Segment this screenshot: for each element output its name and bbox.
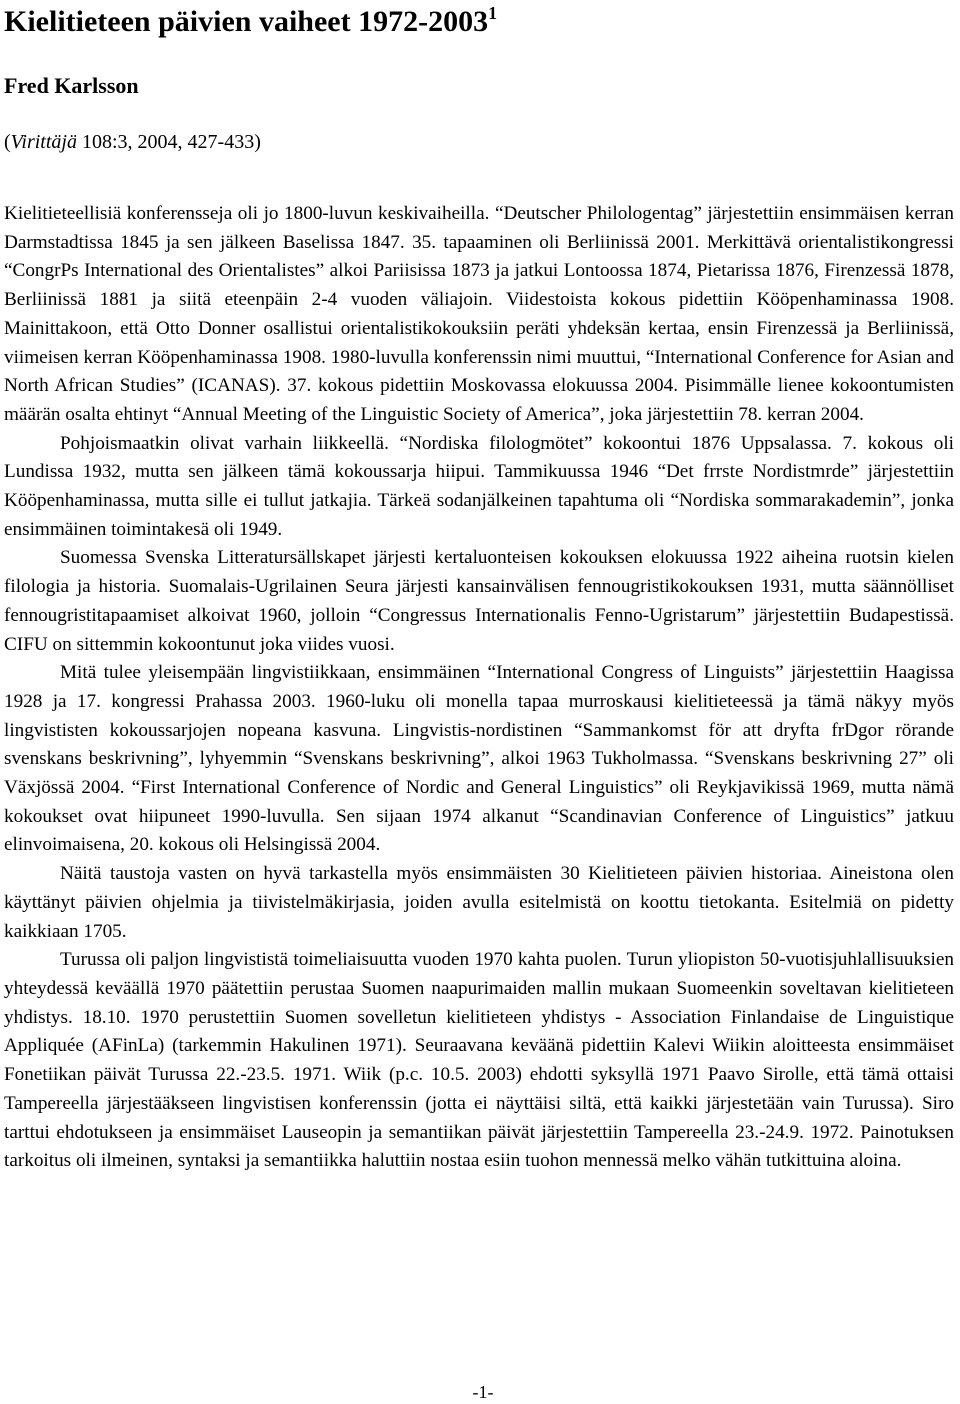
footnote-marker: 1 bbox=[488, 3, 498, 23]
author-name: Fred Karlsson bbox=[4, 73, 139, 98]
paragraph-3: Suomessa Svenska Litteratursällskapet järjesti kertaluonteisen kokouksen elokuussa 1922 aiheina ruotsin kielen filologia ja historia. Suomalais-Ugrilainen Seura järjesti kansainvälisen fennougristikokouksen 1931, mutta säännölliset fennougristitapaamiset alkoivat 1960, jolloin “Congressus Internationalis Fenno-Ugristarum” järjestettiin Budapestissä. CIFU on sittemmin kokoontunut joka viides vuosi. bbox=[4, 547, 954, 655]
page-number: -1- bbox=[472, 1382, 494, 1402]
paragraph-1: Kielitieteellisiä konferensseja oli jo 1800-luvun keskivaiheilla. “Deutscher Philologentag” järjestettiin ensimmäisen kerran Darmstadtissa 1845 ja sen jälkeen Baselissa 1847. 35. tapaaminen oli Berliinissä 2001. Merkittävä orientalistikongressi “CongrPs International des Orientalistes” alkoi Pariisissa 1873 ja jatkui Lontoossa 1874, Pietarissa 1876, Firenzessä 1878, Berliinissä 1881 ja siitä eteenpäin 2-4 vuoden väliajoin. Viidestoista kokous pidettiin Kööpenhaminassa 1908. Mainittakoon, että Otto Donner osallistui orientalistikokouksiin peräti yhdeksän kertaa, ensin Firenzessä ja Berliinissä, viimeisen kerran Kööpenhaminassa 1908. 1980-luvulla konferenssin nimi muuttui, “International Conference for Asian and North African Studies” (ICANAS). 37. kokous pidettiin Moskovassa elokuussa 2004. Pisimmälle lienee kokoontumisten määrän osalta ehtinyt “Annual Meeting of the Linguistic Society of America”, joka järjestettiin 78. kerran 2004. bbox=[4, 203, 954, 425]
paragraph-2: Pohjoismaatkin olivat varhain liikkeellä. “Nordiska filologmötet” kokoontui 1876 Uppsalassa. 7. kokous oli Lundissa 1932, mutta sen jälkeen tämä kokoussarja hiipui. Tammikuussa 1946 “Det frrste Nordistmrde” järjestettiin Kööpenhaminassa, mutta sille ei tullut jatkajia. Tärkeä sodanjälkeinen tapahtuma oli “Nordiska sommarakademin”, jonka ensimmäinen toimintakesä oli 1949. bbox=[4, 432, 954, 540]
paragraph-5: Näitä taustoja vasten on hyvä tarkastella myös ensimmäisten 30 Kielitieteen päivien historiaa. Aineistona olen käyttänyt päivien ohjelmia ja tiivistelmäkirjasia, joiden avulla esitelmistä on koottu tietokanta. Esitelmiä on pidetty kaikkiaan 1705. bbox=[4, 863, 954, 942]
citation-open: ( bbox=[4, 131, 11, 153]
article-body bbox=[4, 200, 954, 1176]
citation-journal: Virittäjä bbox=[10, 131, 77, 153]
document-title bbox=[4, 4, 497, 40]
paragraph-4: Mitä tulee yleisempään lingvistiikkaan, ensimmäinen “International Congress of Linguists” järjestettiin Haagissa 1928 ja 17. kongressi Prahassa 2003. 1960-luku oli monella tapaa murroskausi kielitieteessä ja tämä näkyy myös lingvististen kokoussarjojen nopeana kasvuna. Lingvistis-nordistinen “Sammankomst för att dryfta frDgor rörande svenskans beskrivning”, lyhyemmin “Svenskans beskrivning”, alkoi 1963 Tukholmassa. “Svenskans beskrivning 27” oli Växjössä 2004. “First International Conference of Nordic and General Linguistics” oli Reykjavikissä 1969, mutta nämä kokoukset ovat hiipuneet 1990-luvulla. Sen sijaan 1974 alkanut “Scandinavian Conference of Linguistics” jatkuu elinvoimaisena, 20. kokous oli Helsingissä 2004. bbox=[4, 662, 954, 856]
citation-details: 108:3, 2004, 427-433) bbox=[76, 131, 261, 153]
paragraph-6: Turussa oli paljon lingvististä toimeliaisuutta vuoden 1970 kahta puolen. Turun yliopiston 50-vuotisjuhlallisuuksien yhteydessä keväällä 1970 päätettiin perustaa Suomen naapurimaiden mallin mukaan Suomeenkin soveltavan kielitieteen yhdistys. 18.10. 1970 perustettiin Suomen sovelletun kielitieteen yhdistys - Association Finlandaise de Linguistique Appliquée (AFinLa) (tarkemmin Hakulinen 1971). Seuraavana keväänä pidettiin Kalevi Wiikin aloitteesta ensimmäiset Fonetiikan päivät Turussa 22.-23.5. 1971. Wiik (p.c. 10.5. 2003) ehdotti syksyllä 1971 Paavo Sirolle, että tämä ottaisi Tampereella järjestääkseen lingvistisen konferenssin (jotta ei näyttäisi siltä, että kaikki järjestetään vain Turussa). Siro tarttui ehdotukseen ja ensimmäiset Lauseopin ja semantiikan päivät järjestettiin Tampereella 23.-24.9. 1972. Painotuksen tarkoitus oli ilmeinen, syntaksi ja semantiikka haluttiin nostaa esiin tuohon mennessä melko vähän tutkittuina aloina. bbox=[4, 949, 954, 1172]
citation bbox=[4, 129, 261, 155]
title-text: Kielitieteen päivien vaiheet 1972-2003 bbox=[4, 5, 489, 38]
